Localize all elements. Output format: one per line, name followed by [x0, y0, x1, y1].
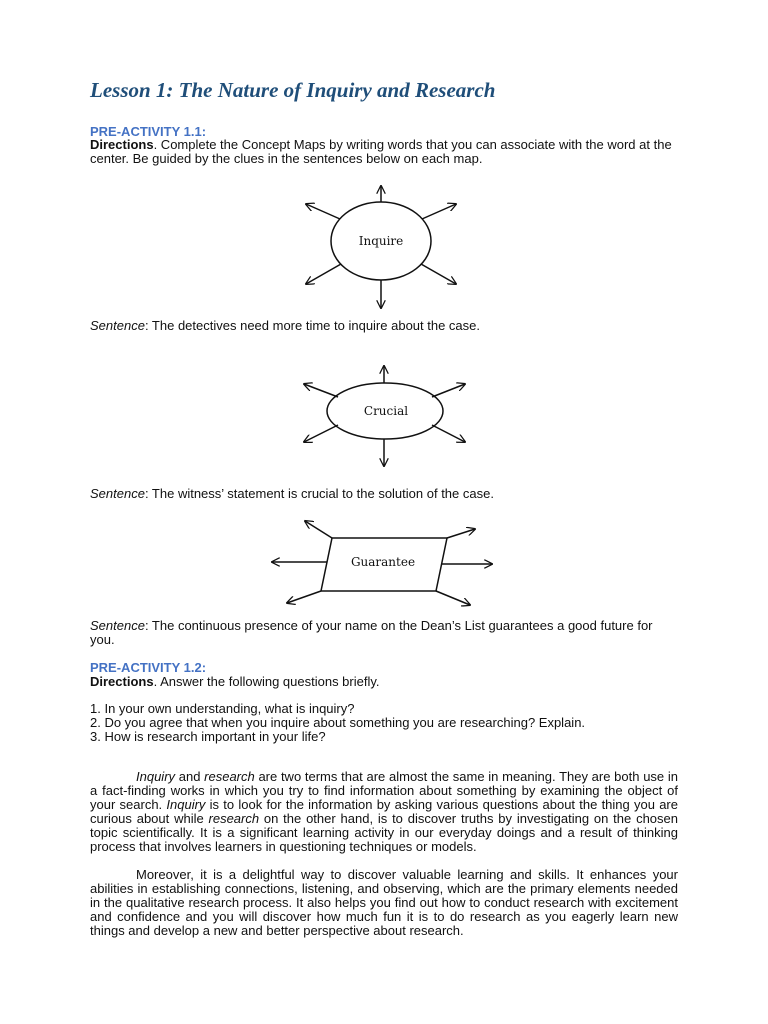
concept-map-inquire [306, 186, 456, 308]
guarantee-word: Guarantee [350, 555, 416, 569]
sentence-1 [90, 319, 690, 333]
arrow [432, 384, 465, 397]
pre-activity-2-heading: PRE-ACTIVITY 1.2: [90, 660, 207, 675]
arrow [306, 204, 340, 219]
paragraph-text: and [175, 769, 205, 784]
lesson-title: Lesson 1: The Nature of Inquiry and Research [90, 78, 496, 102]
term-inquiry: Inquiry [166, 797, 206, 812]
arrow [304, 425, 338, 442]
sentence-text: : The witness’ statement is crucial to the solution of the case. [144, 486, 494, 501]
question-list [90, 702, 690, 744]
directions-label: Directions [90, 137, 154, 152]
arrow [306, 264, 341, 284]
directions-text: . Answer the following questions briefly. [153, 674, 380, 689]
arrow [304, 384, 338, 397]
arrow [422, 204, 456, 219]
directions-text: . Complete the Concept Maps by writing words that you can associate with the word at the center. Be guided by the clues in the sentences below on each map. [90, 137, 672, 166]
sentence-2 [90, 487, 690, 501]
paragraph-text: are two terms that are almost the same in meaning. They are both use in a fact-finding works in which you try to find information about something by examining the object of your search. [90, 769, 678, 812]
question-item: 2. Do you agree that when you inquire about something you are researching? Explain. [90, 715, 586, 730]
sentence-text: : The continuous presence of your name on the Dean’s List guarantees a good future for you. [90, 618, 653, 647]
crucial-word: Crucial [363, 404, 409, 418]
term-inquiry: Inquiry [136, 769, 176, 784]
inquire-word: Inquire [358, 234, 404, 248]
question-item: 1. In your own understanding, what is inquiry? [90, 701, 355, 716]
arrow [287, 591, 321, 603]
term-research: research [208, 811, 260, 826]
concept-map-guarantee [272, 521, 492, 605]
pre-activity-1-heading: PRE-ACTIVITY 1.1: [90, 124, 207, 139]
sentence-label: Sentence [90, 318, 145, 333]
concept-map-crucial [304, 366, 465, 466]
arrow [305, 521, 332, 538]
arrow [447, 529, 475, 538]
directions-label: Directions [90, 674, 154, 689]
paragraph-text: is to look for the information by asking various questions about the thing you are curious about while [90, 797, 678, 826]
sentence-label: Sentence [90, 486, 145, 501]
term-research: research [204, 769, 255, 784]
paragraph-text: on the other hand, is to discover truths by investigating on the chosen topic scientifically. It is a significant learning activity in our everyday doings and a result of thinking process that involves learners in questioning techniques or models. [90, 811, 678, 854]
paragraph-inquiry-research [90, 770, 678, 854]
paragraph-moreover: Moreover, it is a delightful way to discover valuable learning and skills. It enhances your abilities in establishing connections, listening, and observing, which are the primary elements needed in the qualitative research process. It also helps you find out how to conduct research with excitement and confidence and you will discover how much fun it is to do research as you eagerly learn new things and develop a new and better perspective about research. [90, 867, 678, 938]
sentence-3 [90, 619, 680, 647]
pre-activity-2-directions [90, 675, 690, 689]
sentence-text: : The detectives need more time to inquire about the case. [144, 318, 481, 333]
arrow [421, 264, 456, 284]
sentence-label: Sentence [90, 618, 145, 633]
arrow [432, 425, 465, 442]
question-item: 3. How is research important in your life? [90, 729, 326, 744]
arrow [436, 591, 470, 605]
